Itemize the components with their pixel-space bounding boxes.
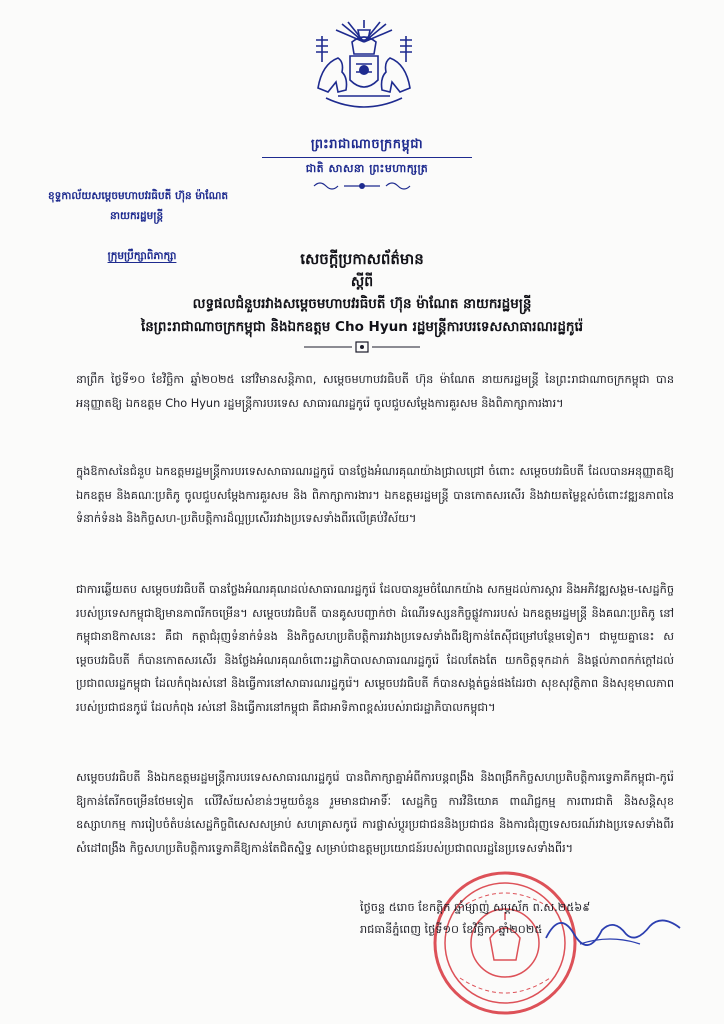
department-label: ក្រុមប្រឹក្សាពិភាក្សា	[107, 250, 177, 262]
subject-word: ស្តីពី	[350, 274, 374, 290]
title-divider	[300, 340, 424, 354]
document-title: សេចក្តីប្រកាសព័ត៌មាន	[300, 250, 424, 268]
royal-arms-emblem	[308, 18, 420, 118]
lunar-date: ថ្ងៃចន្ទ ៥រោច ខែកត្តិក ឆ្នាំម្សាញ់ សប្តស័ក ព.ស.២៥៦៩	[360, 901, 591, 914]
subject-line-1: លទ្ធផលជំនួបរវាងសម្តេចមហាបវរធិបតី ហ៊ុន ម៉ាណែត នាយករដ្ឋមន្ត្រី	[192, 296, 532, 312]
office-title: នាយករដ្ឋមន្ត្រី	[110, 210, 164, 222]
body-paragraph-4: សម្តេចបវរធិបតី និងឯកឧត្តមរដ្ឋមន្ត្រីការបរទេសសាធារណរដ្ឋកូរ៉េ បានពិភាក្សាគ្នាអំពីការបន្តពង្រឹង និងពង្រីកកិច្ចសហប្រតិបត្តិការទ្វេភាគីកម្ពុជា-កូរ៉េ ឱ្យកាន់តែរីកចម្រើនថែមទៀត លើវិស័យសំខាន់ៗមួយចំនួន រួមមានជាអាទិ៍ៈ សេដ្ឋកិច្ច ការវិនិយោគ ពាណិជ្ជកម្ម ការពារជាតិ និងសន្តិសុខ ឧស្សាហកម្ម ការរៀបចំតំបន់សេដ្ឋកិច្ចពិសេសសម្រាប់ សហគ្រាសកូរ៉េ ការផ្លាស់ប្តូរប្រជាជននិងប្រជាជន និងការជំរុញទេសចរណ៍រវាងប្រទេសទាំងពីរ សំដៅពង្រឹង កិច្ចសហប្រតិបត្តិការទ្វេភាគីឱ្យកាន់តែជិតស្និទ្ធ សម្រាប់ជាឧត្តមប្រយោជន៍របស់ប្រជាពលរដ្ឋនៃប្រទេសទាំងពីរ។	[76, 771, 674, 855]
body-paragraph-3: ជាការឆ្លើយតប សម្តេចបវរធិបតី បានថ្លែងអំណរគុណដល់សាធារណរដ្ឋកូរ៉េ ដែលបានរួមចំណែកយ៉ាង សកម្មដល់ការស្តារ និងអភិវឌ្ឍសង្គម-សេដ្ឋកិច្ចរបស់ប្រទេសកម្ពុជាឱ្យមានភាពរីកចម្រើន។ សម្តេចបវរធិបតី បានគូសបញ្ជាក់ថា ដំណើរទស្សនកិច្ចផ្លូវការរបស់ ឯកឧត្តមរដ្ឋមន្ត្រី និងគណៈប្រតិភូ នៅកម្ពុជានាឱកាសនេះ គឺជា កត្តាជំរុញទំនាក់ទំនង និងកិច្ចសហប្រតិបត្តិការរវាងប្រទេសទាំងពីរឱ្យកាន់តែស៊ីជម្រៅបន្ថែមទៀត។ ជាមួយគ្នានេះ សម្តេចបវរធិបតី ក៏បានកោតសរសើរ និងថ្លែងអំណរគុណចំពោះរដ្ឋាភិបាលសាធារណរដ្ឋកូរ៉េ ដែលតែងតែ យកចិត្តទុកដាក់ និងផ្តល់ភាពកក់ក្តៅដល់ប្រជាពលរដ្ឋកម្ពុជា ដែលកំពុងរស់នៅ និងធ្វើការនៅសាធារណរដ្ឋកូរ៉េ។ សម្តេចបវរធិបតី ក៏បានសង្កត់ធ្ងន់ផងដែរថា សុខសុវត្ថិភាព និងសុខុមាលភាពរបស់ប្រជាជនកូរ៉េ ដែលកំពុង រស់នៅ និងធ្វើការនៅកម្ពុជា គឺជាអាទិភាពខ្ពស់របស់រាជរដ្ឋាភិបាលកម្ពុជា។	[76, 583, 674, 714]
body-paragraph-1: នាព្រឹក ថ្ងៃទី១០ ខែវិច្ឆិកា ឆ្នាំ២០២៥ នៅវិមានសន្តិភាព, សម្តេចមហាបវរធិបតី ហ៊ុន ម៉ាណែត នាយករដ្ឋមន្ត្រី នៃព្រះរាជាណាចក្រកម្ពុជា បានអនុញ្ញាតឱ្យ ឯកឧត្តម Cho Hyun រដ្ឋមន្ត្រីការបរទេស សាធារណរដ្ឋកូរ៉េ ចូលជួបសម្តែងការគួរសម និងពិភាក្សាការងារ។	[76, 373, 674, 410]
office-name: ខុទ្ទកាល័យសម្តេចមហាបវរធិបតី ហ៊ុន ម៉ាណែត	[48, 190, 229, 202]
kingdom-name: ព្រះរាជាណាចក្រកម្ពុជា	[262, 136, 472, 158]
solar-date-place: រាជធានីភ្នំពេញ ថ្ងៃទី១០ ខែវិច្ឆិកា ឆ្នាំ២០២៥	[360, 923, 543, 936]
subject-line-2: នៃព្រះរាជាណាចក្រកម្ពុជា និងឯកឧត្តម Cho Hyun រដ្ឋមន្ត្រីការបរទេសសាធារណរដ្ឋកូរ៉េ	[140, 319, 584, 335]
ornament-flourish	[310, 180, 414, 192]
body-paragraph-2: ក្នុងឱកាសនៃជំនួប ឯកឧត្តមរដ្ឋមន្ត្រីការបរទេសសាធារណរដ្ឋកូរ៉េ បានថ្លែងអំណរគុណយ៉ាងជ្រាលជ្រៅ ចំពោះ សម្តេចបវរធិបតី ដែលបានអនុញ្ញាតឱ្យ ឯកឧត្តម និងគណៈប្រតិភូ ចូលជួបសម្តែងការគួរសម និង ពិភាក្សាការងារ។ ឯកឧត្តមរដ្ឋមន្ត្រី បានកោតសរសើរ និងវាយតម្លៃខ្ពស់ចំពោះវឌ្ឍនភាពនៃទំនាក់ទំនង និងកិច្ចសហ-ប្រតិបត្តិការដ៏ល្អប្រសើររវាងប្រទេសទាំងពីរលើគ្រប់វិស័យ។	[76, 465, 674, 525]
national-motto: ជាតិ សាសនា ព្រះមហាក្សត្រ	[305, 162, 429, 175]
